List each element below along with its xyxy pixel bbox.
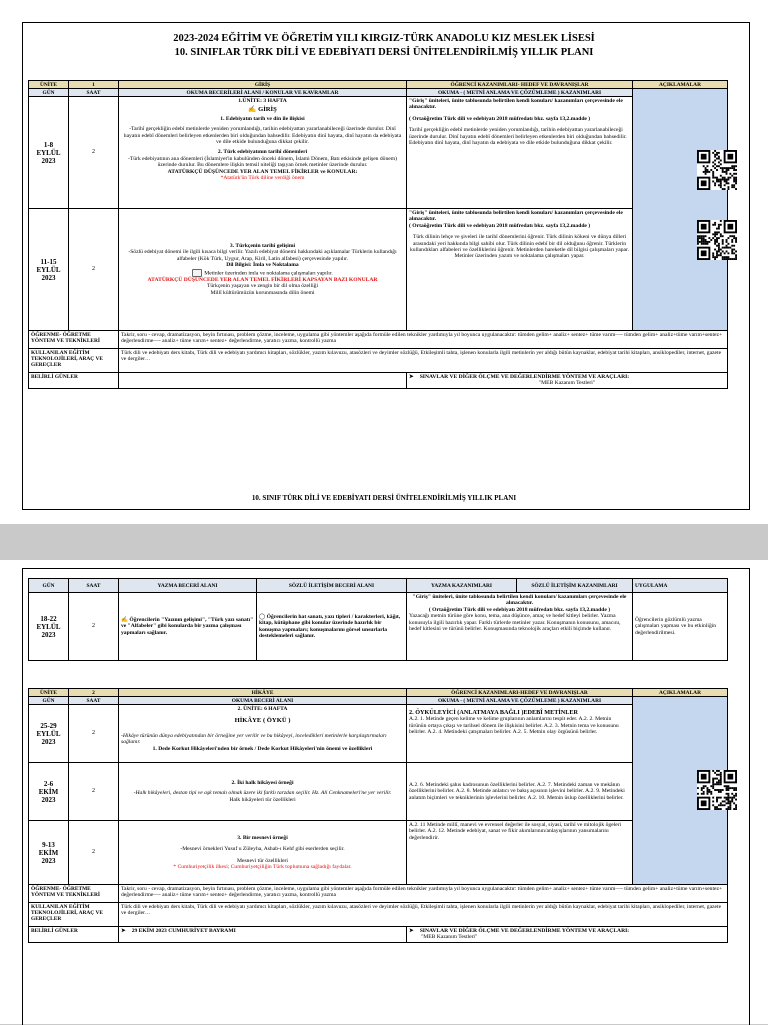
konular-cell-4: 2. ÜNİTE: 6 HAFTA HİKÂYE ( ÖYKÜ ) -Hikâye türünün dünya edebiyatından bir örneğine yer verilir ve bu hikâyeyi, incelediklerí metinlerle karşılaştırmaları sağlanır. 1. Dede Korkut Hikâyeleri'nden bir örnek / Dede Korkut Hikâyeleri'nin önemi ve özellikleri — [119, 705, 407, 763]
pencil-icon: ✍ — [248, 106, 257, 114]
sozlu-header: SÖZLÜ İLETİŞİM BECERİ ALANI — [257, 579, 407, 593]
ogrenme-text: Takrir, soru - cevap, dramatizasyon, beyin fırtınası, problem çözme, inceleme, uygulama gibi yöntemler aşağıda formüle edilen teknikler yardımıyla yıl boyunca uygulanacaktır: tümden gelim+ analiz+ sentez+ tüme varım—- tümden gelim+ analiz+tüme varım+sentez+ değerlendirme—- analiz+ tüme varım+ sentez+ değerlendirme, yaratıcı yazma, kontrollü yazma — [119, 885, 728, 903]
belirli-label: BELİRLİ GÜNLER — [29, 927, 119, 943]
aciklama-column — [633, 89, 728, 331]
pencil-icon: ✍ — [121, 616, 128, 623]
week-date-5: 2-6 EKİM 2023 — [29, 763, 69, 821]
speech-icon: ◯ — [259, 613, 266, 620]
ogrenme-label: ÖĞRENME- ÖĞRETME YÖNTEM VE TEKNİKLERİ — [29, 885, 119, 903]
qr-code-icon — [697, 220, 737, 260]
okuma-kazanim-header: OKUMA - ( METNİ ANLAMA VE ÇÖZÜMLEME ) KAZANIMLARI — [407, 89, 633, 97]
week-hours-2: 2 — [69, 209, 119, 331]
arrow-icon: ➤ — [409, 928, 414, 934]
uygulama-cell: Öğrencilerin gözlümlü yazma çalışmaları yapması ve bu etkinliğin değerlendirilmesi. — [633, 593, 728, 661]
sozlu-cell: ◯ Öğrencilerin hat sanatı, yazı tipleri / karakterleri, kâğıt, kitap, kütüphane gibi konular üzerinde hazırlık bir konuşma yapmaları; konuşmalarını görsel unsurlarla desteklemeleri sağlanır. — [257, 593, 407, 661]
kazanim-cell-5: A.2. 6. Metindeki şahıs kadrosunun özelliklerini belirler. A.2. 7. Metindeki zaman ve mekânın özelliklerini belirler. A.2. 8. Metinde anlatıcı ve bakış açısının işlevini belirler. A.2. 9. Metindeki anlatım biçimleri ve tekniklerinin işlevlerini belirler. A.2. 10. Metnin üslup özelliklerini belirler. — [407, 763, 633, 821]
unite-number: 1 — [69, 81, 119, 89]
konular-cell-6: 3. Bir mesnevi örneği -Mesnevi örnekleri Yusuf u Züleyha, Ashab-ı Kehf gibi eserlerden seçilir. Mesnevi tür özellikleri * Cumhuriyetçilik ilkesi; Cumhuriyetçiliğin Türk toplumuna sağladığı faydalar. — [119, 821, 407, 885]
okuma-kazanim-header: OKUMA - ( METNİ ANLAMA VE ÇÖZÜMLEME ) KAZANIMLARI — [407, 697, 633, 705]
belirli-text — [119, 373, 407, 389]
konular-cell-1: 1.ÜNİTE: 3 HAFTA ✍ GİRİŞ 1. Edebiyatın tarih ve din ile ilişkisi -Tarihî gerçekliğin edebî metinlerde yeniden yorumlandığı, tarihin edebiyattan yararlanabileceği üzerinde durulur. Dinî hayatın edebî dönemleri belirleyen etkenlerden biri olduğundan bahsedilir. Edebiyatın dinî hayata, dinî hayatın da edebiyata ve dile etkide bulunduğuna dikkat çekilir. 2. Türk edebiyatının tarihî dönemleri -Türk edebiyatının ana dönemleri (İslamiyet'in kabulünden önceki dönem, İslami Dönem, Batı etkisinde gelişen dönem) üzerinde durulur. Bu dönemlere ilişkin temsil niteliği taşıyan örnek metinler üzerinde durulur. ATATÜRKÇÜ DÜŞÜNCEDE YER ALAN TEMEL FİKİRLER ve KONULAR: *Atatürk'ün Türk diline verdiği önem — [119, 97, 407, 209]
gun-header: GÜN — [29, 697, 69, 705]
gun-header: GÜN — [29, 579, 69, 593]
week-date-4: 25-29 EYLÜL 2023 — [29, 705, 69, 763]
saat-header: SAAT — [69, 697, 119, 705]
week-hours-1: 2 — [69, 97, 119, 209]
yazma-kazanim-header: YAZMA KAZANIMLARI — [407, 579, 517, 593]
arac-label: KULLANILAN EĞİTİM TEKNOLOJİLERİ, ARAÇ VE GEREÇLER — [29, 903, 119, 927]
saat-header: SAAT — [69, 579, 119, 593]
okuma-header: OKUMA BECERİLERİ ALANI / KONULAR VE KAVRAMLAR — [119, 89, 407, 97]
week-hours-4: 2 — [69, 705, 119, 763]
week-date-2: 11-15 EYLÜL 2023 — [29, 209, 69, 331]
unite-header: ÜNİTE — [29, 689, 69, 697]
plan-table-3 — [28, 688, 728, 943]
konular-cell-5: 2. İki halk hikâyesi örneği -Halk hikâyeleri, destan tipi ve aşk temalı olmak üzere iki farklı tarzdan seçilir. Hz. Ali Cenknameleri'ne yer verilir. Halk hikâyeleri tür özellikleri — [119, 763, 407, 821]
footer-title: 10. SINIF TÜRK DİLİ VE EDEBİYATI DERSİ ÜNİTELENDİRİLMİŞ YILLIK PLANI — [251, 494, 517, 502]
ogrenme-label: ÖĞRENME- ÖĞRETME YÖNTEM VE TEKNİKLERİ — [29, 331, 119, 349]
okuma-header: OKUMA BECERİ ALANI — [119, 697, 407, 705]
belirli-text: ➤ 29 EKİM 2023 CUMHURİYET BAYRAMI — [119, 927, 407, 943]
qr-code-icon — [697, 150, 737, 190]
aciklama-header: AÇIKLAMALAR — [633, 81, 728, 89]
page-2 — [0, 560, 768, 1024]
yazma-kazanim-cell: "Giriş" üniteleri, ünite tablosunda belirtilen kendi konuları/ kazanımları çerçevesinde ele alınacaktır. ( Ortaöğretim Türk dili ve edebiyatı 2018 müfredatı bkz. sayfa 13,2.madde ) Yazacağı metnin türüne göre konu, tema, ana düşünce, amaç ve hedef kitleyi belirler. Yazma konusuyla ilgili hazırlık yapar. Farklı türlerde metinler yazar. Konuşmanın konusunu, amacını, hedef kitlesini ve türünü belirler. Konuşmasında teknolojik araçları etkili biçimde kullanır. — [407, 593, 633, 661]
unite-header: ÜNİTE — [29, 81, 69, 89]
arac-text: Türk dili ve edebiyatı ders kitabı, Türk dili ve edebiyatı yardımcı kitapları, sözlükler, yazım kılavuzu, atasözleri ve deyimler sözlüğü, Etkileşimli tahta, işlenen konularla ilgili metinlerin yer aldığı bütün kaynaklar, edebiyat tarihi kitapları, ansiklopediler, internet, gazete ve dergiler… — [119, 349, 728, 373]
ogrenme-text: Takrir, soru - cevap, dramatizasyon, beyin fırtınası, problem çözme, inceleme, uygulama gibi yöntemler aşağıda formüle edilen teknikler yardımıyla yıl boyunca uygulanacaktır: tümden gelim+ analiz+ sentez+ tüme varım—- tümden gelim+ analiz+tüme varım+sentez+ değerlendirme—- analiz+ tüme varım+ sentez+ değerlendirme, yaratıcı yazma, kontrollü yazma — [119, 331, 728, 349]
aciklama-header: AÇIKLAMALAR — [633, 689, 728, 697]
hikaye-header: HİKÂYE — [119, 689, 407, 697]
kazanim-cell-2: "Giriş" üniteleri, ünite tablosunda belirtilen kendi konuları/ kazanımları çerçevesinde ele alınacaktır. ( Ortaöğretim Türk dili ve edebiyatı 2018 müfredatı bkz. sayfa 13,2.madde ) Türk dilinin lehçe ve şiveleri ile tarihî dönemlerini öğrenir. Türk dilinin kökeni ve dünya dilleri arasındaki yeri hakkında bilgi sahibi olur. Türk dilinin edebî bir dil olduğunu öğrenir. Türklerin kullandıkları alfabeleri ve özelliklerini öğrenir. Metinlerden hareketle dil bilgisi çalışmaları yapar. Metinler üzerinden yazım ve noktalama çalışmaları yapar. — [407, 209, 633, 331]
arrow-icon: ➤ — [121, 928, 126, 934]
plan-table-2 — [28, 578, 728, 661]
arrow-icon: ➤ — [409, 374, 414, 380]
kazanim-cell-1: "Giriş" üniteleri, ünite tablosunda belirtilen kendi konuları/ kazanımları çerçevesinde ele alınacaktır. ( Ortaöğretim Türk dili ve edebiyatı 2018 müfredatı bkz. sayfa 13,2.madde ) Tarihî gerçekliğin edebî metinlerde yeniden yorumlandığı, tarihin edebiyattan yararlanabileceği üzerinde durulur. Dinî hayatın edebî dönemleri belirleyen etkenlerden biri olduğundan bahsedilir. Edebiyatın dinî hayata, dinî hayatın da edebiyata ve dile etkide bulunduğuna dikkat çekilir. — [407, 97, 633, 209]
sinav-cell: ➤ SINAVLAR VE DİĞER ÖLÇME VE DEĞERLENDİRME YÖNTEM VE ARAÇLARI: "MEB Kazanım Testleri" — [407, 373, 728, 389]
week-hours-5: 2 — [69, 763, 119, 821]
arac-text: Türk dili ve edebiyatı ders kitabı, Türk dili ve edebiyatı yardımcı kitapları, sözlükler, yazım kılavuzu, atasözleri ve deyimler sözlüğü, Etkileşimli tahta, işlenen konularla ilgili metinlerin yer aldığı bütün kaynaklar, edebiyat tarihi kitapları, ansiklopediler, internet, gazete ve dergiler… — [119, 903, 728, 927]
week-date-1: 1-8 EYLÜL 2023 — [29, 97, 69, 209]
arac-label: KULLANILAN EĞİTİM TEKNOLOJİLERİ, ARAÇ VE GEREÇLER — [29, 349, 119, 373]
note-icon — [192, 269, 202, 277]
konular-cell-2: 3. Türkçenin tarihî gelişimi -Sözlü edebiyat dönemi ile ilgili kısaca bilgi verilir. Yazılı edebiyat dönemi hakkındaki açıklamalar Türklerin kullandığı alfabeler (Kök Türk, Uygur, Arap, Kiril, Latin alfabesi) çerçevesinde yapılır. Dil Bilgisi: İmla ve Noktalama Metinler üzerinden imla ve noktalama çalışmaları yapılır. ATATÜRKÇÜ DÜŞÜNCEDE YER ALAN TEMEL FİKİRLERİ KAPSAYAN BAZI KONULAR Türkçenin yaşayan ve zengin bir dil olma özelliği Millî kültürümüzün korunmasında dilin önemi — [119, 209, 407, 331]
belirli-label: BELİRLİ GÜNLER — [29, 373, 119, 389]
week-date-3: 18-22 EYLÜL 2023 — [29, 593, 69, 661]
unite-number: 2 — [69, 689, 119, 697]
kazanim-header: ÖĞRENCİ KAZANIMLARI-HEDEF VE DAVRANIŞLAR — [407, 689, 633, 697]
yazma-cell: ✍ Öğrencilerin "Yazının gelişimi", "Türk yazı sanatı" ve "Alfabeler" gibi konularda bir yazma çalışması yapmaları sağlanır. — [119, 593, 257, 661]
qr-code-icon — [697, 770, 737, 810]
kazanim-cell-4: 2. ÖYKÜLEYİCİ (ANLATMAYA BAĞLI )EDEBÎ METİNLER A.2. 1. Metinde geçen kelime ve kelime gruplarının anlamlarını tespit eder. A.2. 2. Metnin türünün ortaya çıkışı ve tarihsel dönem ile ilişkisini belirler. A.2. 3. Metnin tema ve konusunu belirler. A.2. 4. Metindeki çatışmaları belirler. A.2. 5. Metnin olay örgüsünü belirler. — [407, 705, 633, 763]
page-title-line1: 2023-2024 EĞİTİM VE ÖĞRETİM YILI KIRGIZ-TÜRK ANADOLU KIZ MESLEK LİSESİ — [173, 33, 595, 44]
kazanim-cell-6: A.2. 11 Metinde millî, manevi ve evrensel değerler ile sosyal, siyasi, tarihî ve mitolojik ögeleri belirler. A.2. 12. Metinde edebiyat, sanat ve fikir akımlarının/anlayışlarının yansımalarını değerlendirir. — [407, 821, 633, 885]
sozlu-kazanim-header: SÖZLÜ İLETİŞİM KAZANIMLARI — [517, 579, 633, 593]
kazanim-header: ÖĞRENCİ KAZANIMLARI- HEDEF VE DAVRANIŞLAR — [407, 81, 633, 89]
giris-header: GİRİŞ — [119, 81, 407, 89]
week-date-6: 9-13 EKİM 2023 — [29, 821, 69, 885]
yazma-header: YAZMA BECERİ ALANI — [119, 579, 257, 593]
page-title-line2: 10. SINIFLAR TÜRK DİLİ VE EDEBİYATI DERSİ ÜNİTELENDİRİLMİŞ YILLIK PLANI — [174, 47, 594, 58]
week-hours-3: 2 — [69, 593, 119, 661]
gun-header: GÜN — [29, 89, 69, 97]
plan-table-1 — [28, 80, 728, 389]
sinav-cell: ➤ SINAVLAR VE DİĞER ÖLÇME VE DEĞERLENDİRME YÖNTEM VE ARAÇLARI: "MEB Kazanım Testleri" — [407, 927, 728, 943]
saat-header: SAAT — [69, 89, 119, 97]
week-hours-6: 2 — [69, 821, 119, 885]
uygulama-header: UYGULAMA — [633, 579, 728, 593]
